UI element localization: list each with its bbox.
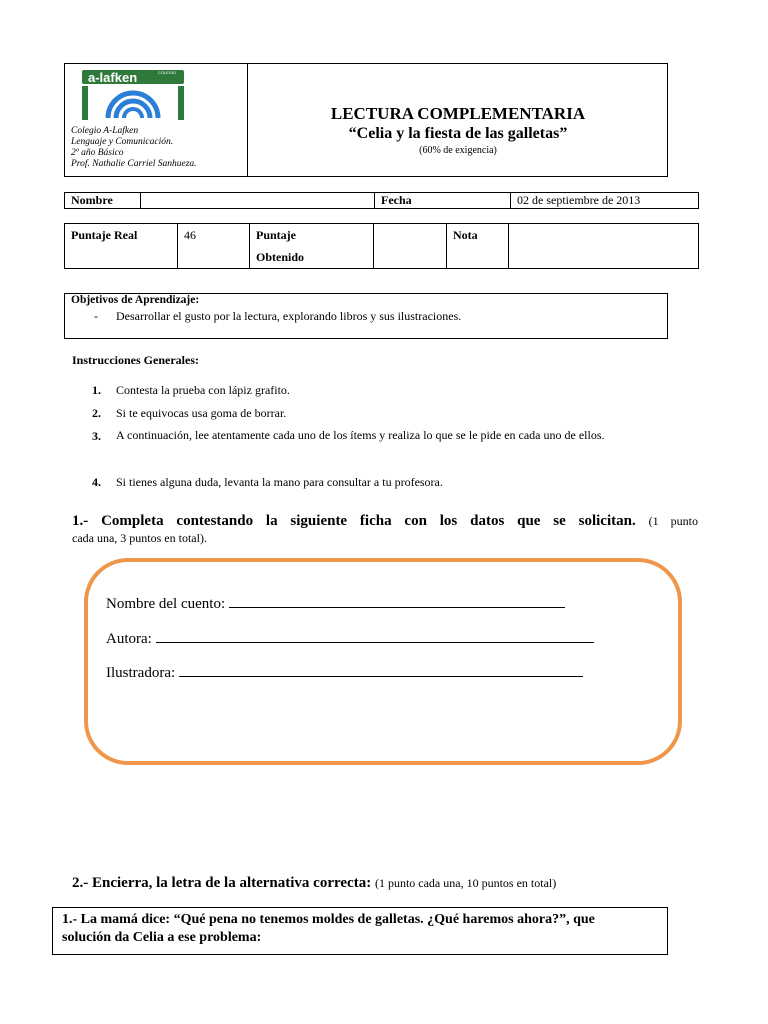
objetivos-dash: - — [94, 309, 98, 323]
section1-note-inline: (1 punto — [648, 514, 698, 528]
ficha-ilustradora-label: Ilustradora: — [106, 665, 176, 681]
instruccion-text: A continuación, lee atentamente cada uno de los ítems y realiza lo que se le pide en cada uno de ellos. — [116, 428, 605, 442]
school-name: Colegio A-Lafken — [71, 126, 139, 136]
document-subtitle: “Celia y la fiesta de las galletas” — [348, 125, 568, 142]
logo-text-top: COLEGIO — [158, 70, 177, 75]
nota-label: Nota — [447, 224, 509, 269]
fecha-value: 02 de septiembre de 2013 — [511, 193, 699, 209]
puntaje-real-value: 46 — [178, 224, 250, 269]
puntaje-obtenido-label-line2: Obtenido — [256, 250, 305, 264]
ficha-autora — [106, 628, 594, 648]
instruccion-text: Si te equivocas usa goma de borrar. — [116, 406, 287, 420]
instrucciones-heading: Instrucciones Generales: — [72, 353, 199, 367]
puntaje-table — [64, 223, 699, 269]
school-logo — [78, 68, 188, 126]
document-exigencia: (60% de exigencia) — [419, 145, 497, 156]
puntaje-obtenido-label — [250, 224, 374, 269]
section1-note: cada una, 3 puntos en total). — [72, 531, 207, 545]
ficha-autora-label: Autora: — [106, 631, 152, 647]
puntaje-obtenido-label-line1: Puntaje — [256, 228, 296, 242]
nombre-field[interactable] — [141, 193, 375, 209]
instruccion-number: 2. — [92, 406, 101, 420]
question1-text: 1.- La mamá dice: “Qué pena no tenemos moldes de galletas. ¿Qué haremos ahora?”, que solución da Celia a ese problema: — [62, 912, 595, 945]
instruccion-text: Si tienes alguna duda, levanta la mano para consultar a tu profesora. — [116, 475, 443, 489]
logo-text-main: a-lafken — [88, 70, 138, 85]
ficha-autora-blank[interactable] — [156, 628, 594, 643]
ficha-ilustradora — [106, 662, 583, 682]
section2-heading — [72, 875, 556, 892]
nombre-fecha-table — [64, 192, 699, 209]
ficha-ilustradora-blank[interactable] — [179, 662, 583, 677]
instruccion-text: Contesta la prueba con lápiz grafito. — [116, 383, 290, 397]
ficha-nombre-cuento-label: Nombre del cuento: — [106, 596, 226, 612]
ficha-nombre-cuento — [106, 593, 565, 613]
puntaje-obtenido-field[interactable] — [374, 224, 447, 269]
nota-field[interactable] — [509, 224, 699, 269]
school-subject: Lenguaje y Comunicación. — [71, 137, 174, 147]
fecha-label: Fecha — [375, 193, 511, 209]
puntaje-real-label: Puntaje Real — [65, 224, 178, 269]
school-grade: 2º año Básico — [71, 148, 124, 158]
objetivos-item: Desarrollar el gusto por la lectura, explorando libros y sus ilustraciones. — [116, 309, 462, 323]
instruccion-number: 3. — [92, 429, 101, 443]
section1-heading — [72, 513, 698, 530]
section2-note: (1 punto cada una, 10 puntos en total) — [374, 876, 557, 890]
section2-heading-text: 2.- Encierra, la letra de la alternativa correcta: — [72, 875, 372, 891]
instruccion-number: 1. — [92, 383, 101, 397]
document-title: LECTURA COMPLEMENTARIA — [330, 104, 586, 123]
section1-heading-text: 1.- Completa contestando la siguiente ficha con los datos que se solicitan. — [72, 513, 636, 529]
school-teacher: Prof. Nathalie Carriel Sanhueza. — [71, 159, 197, 169]
nombre-label: Nombre — [65, 193, 141, 209]
objetivos-label: Objetivos de Aprendizaje: — [71, 294, 200, 306]
ficha-nombre-cuento-blank[interactable] — [229, 593, 565, 608]
instruccion-number: 4. — [92, 475, 101, 489]
school-logo-graphic — [78, 68, 188, 126]
